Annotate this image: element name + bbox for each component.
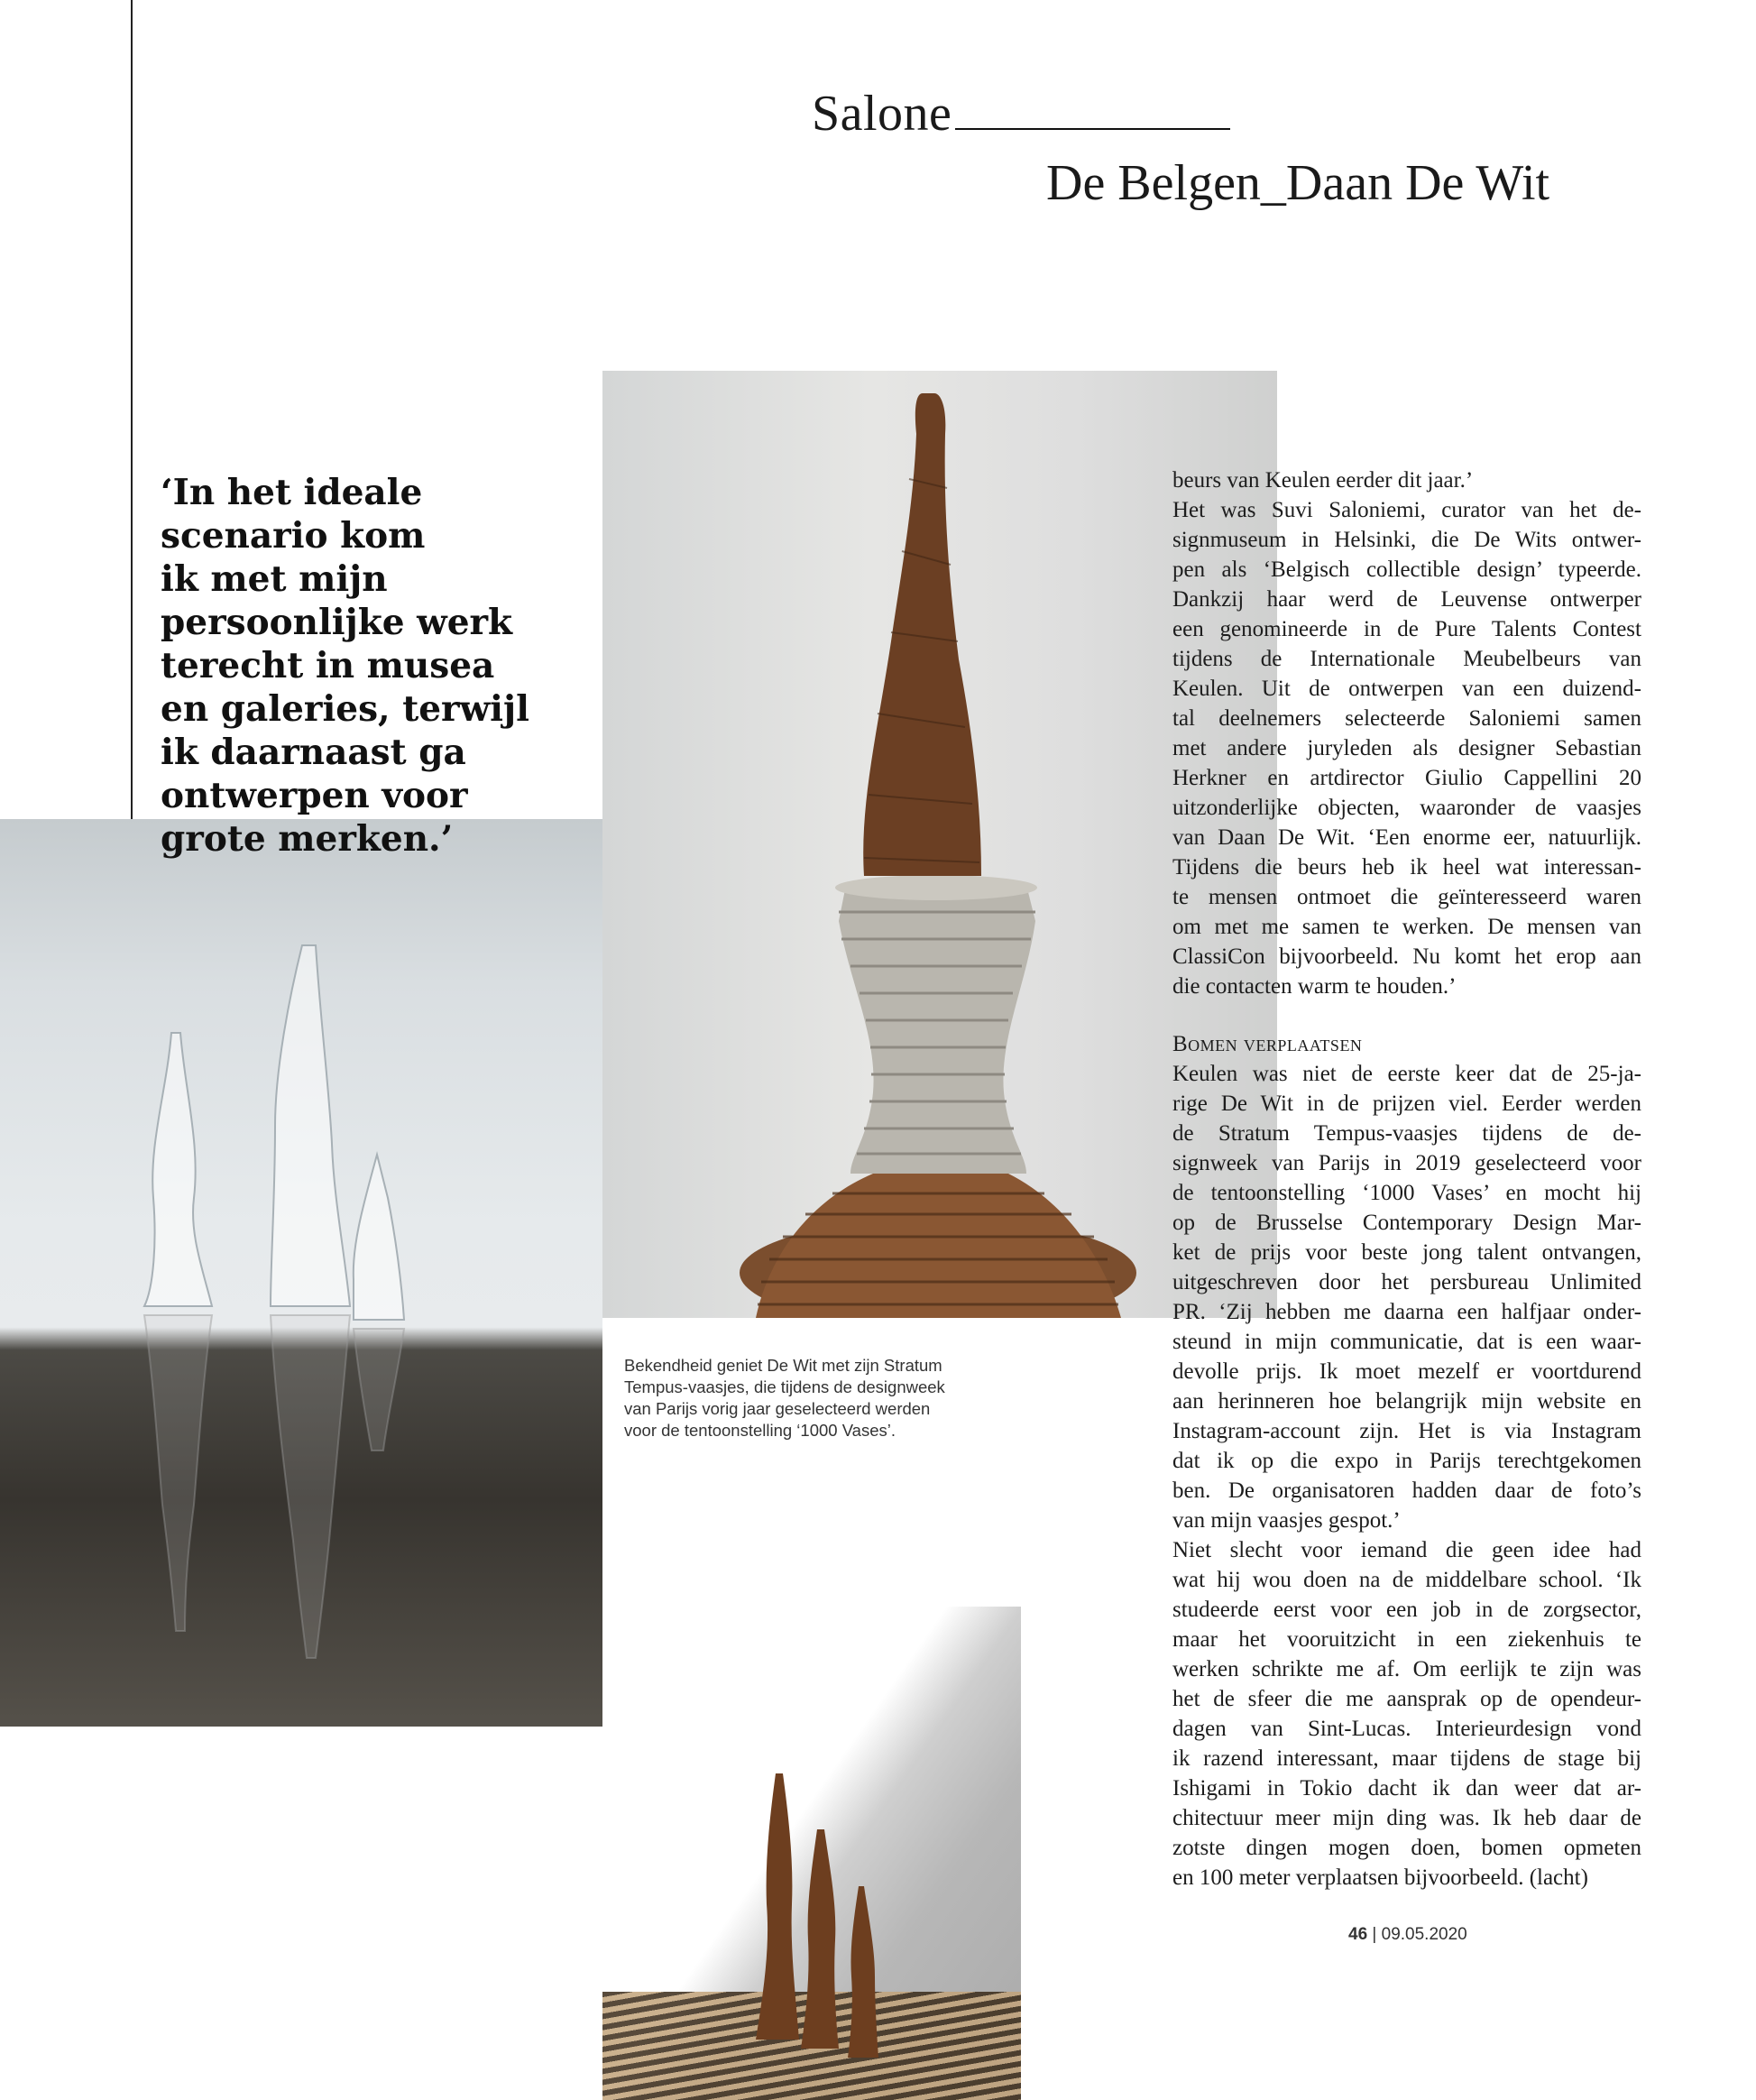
- heading-underline: [955, 88, 1230, 130]
- quote-line: en galeries, terwijl: [161, 688, 529, 730]
- body-line: wat hij wou doen na de middelbare school. ‘Ik: [1172, 1568, 1641, 1592]
- body-column: [1172, 465, 1641, 1893]
- caption-line: voor de tentoonstelling ‘1000 Vases’.: [624, 1421, 896, 1440]
- body-line: zotste dingen mogen doen, bomen opmeten: [1172, 1836, 1641, 1860]
- body-line: pen als ‘Belgisch collectible design’ typeerde.: [1172, 557, 1641, 582]
- caption-line: Tempus-vaasjes, die tijdens de designweek: [624, 1377, 945, 1396]
- body-line: het de sfeer die me aansprak op de opendeur-: [1172, 1687, 1641, 1711]
- body-line: Dankzij haar werd de Leuvense ontwerper: [1172, 587, 1641, 612]
- body-line: de tentoonstelling ‘1000 Vases’ en mocht hij: [1172, 1181, 1641, 1205]
- body-line: die contacten warm te houden.’: [1172, 974, 1457, 999]
- body-line: rige De Wit in de prijzen viel. Eerder werden: [1172, 1091, 1641, 1116]
- body-line: werken schrikte me af. Om eerlijk te zijn was: [1172, 1657, 1641, 1681]
- body-line: signweek van Parijs in 2019 geselecteerd voor: [1172, 1151, 1641, 1175]
- body-line: ket de prijs voor beste jong talent ontvangen,: [1172, 1240, 1641, 1265]
- body-line: uitgeschreven door het persbureau Unlimited: [1172, 1270, 1641, 1294]
- body-line: en 100 meter verplaatsen bijvoorbeeld. (lacht): [1172, 1865, 1588, 1890]
- body-line: Keulen was niet de eerste keer dat de 25-ja-: [1172, 1062, 1641, 1086]
- quote-line: ik met mijn: [161, 558, 388, 600]
- caption-line: van Parijs vorig jaar geselecteerd werden: [624, 1399, 931, 1418]
- body-line: te mensen ontmoet die geïnteresseerd waren: [1172, 885, 1641, 909]
- pull-quote: [161, 471, 566, 861]
- body-line: Keulen. Uit de ontwerpen van een duizend-: [1172, 677, 1641, 701]
- folio-separator: |: [1372, 1925, 1377, 1944]
- issue-date: 09.05.2020: [1381, 1925, 1467, 1944]
- body-line: Herkner en artdirector Giulio Cappellini 20: [1172, 766, 1641, 790]
- article-title: De Belgen_Daan De Wit: [1046, 155, 1550, 211]
- quote-line: persoonlijke werk: [161, 602, 513, 643]
- section-label: Salone: [812, 86, 952, 142]
- body-line: op de Brusselse Contemporary Design Mar-: [1172, 1211, 1641, 1235]
- caption-line: Bekendheid geniet De Wit met zijn Stratum: [624, 1356, 942, 1375]
- subheading: Bomen verplaatsen: [1172, 1032, 1363, 1056]
- body-line: PR. ‘Zij hebben me daarna een halfjaar onder-: [1172, 1300, 1641, 1324]
- body-line: een genomineerde in de Pure Talents Contest: [1172, 617, 1641, 641]
- section-heading: [812, 86, 1230, 142]
- body-line: Ishigami in Tokio dacht ik dan weer dat ar-: [1172, 1776, 1641, 1801]
- body-line: met andere juryleden als designer Sebastian: [1172, 736, 1641, 760]
- body-line: devolle prijs. Ik moet mezelf er voortdurend: [1172, 1359, 1641, 1384]
- body-line: de Stratum Tempus-vaasjes tijdens de de-: [1172, 1121, 1641, 1146]
- body-line: Het was Suvi Saloniemi, curator van het de-: [1172, 498, 1641, 522]
- quote-line: ik daarnaast ga: [161, 732, 466, 773]
- body-line: dat ik op die expo in Parijs terechtgekomen: [1172, 1449, 1641, 1473]
- body-line: Instagram-account zijn. Het is via Instagram: [1172, 1419, 1641, 1443]
- photo-wooden-vases: [602, 1607, 1021, 2100]
- body-line: steund in mijn communicatie, dat is een waar-: [1172, 1330, 1641, 1354]
- photo-caption: [624, 1355, 1039, 1441]
- body-line: dagen van Sint-Lucas. Interieurdesign vond: [1172, 1717, 1641, 1741]
- body-line: ben. De organisatoren hadden daar de foto’s: [1172, 1478, 1641, 1503]
- body-line: van mijn vaasjes gespot.’: [1172, 1508, 1401, 1533]
- body-line: ik razend interessant, maar tijdens de stage bij: [1172, 1746, 1641, 1771]
- body-line: ClassiCon bijvoorbeeld. Nu komt het erop aan: [1172, 944, 1641, 969]
- body-line: tal deelnemers selecteerde Saloniemi samen: [1172, 706, 1641, 731]
- quote-line: terecht in musea: [161, 645, 495, 686]
- body-line: tijdens de Internationale Meubelbeurs van: [1172, 647, 1641, 671]
- body-line: van Daan De Wit. ‘Een enorme eer, natuurlijk.: [1172, 825, 1641, 850]
- body-line: Niet slecht voor iemand die geen idee had: [1172, 1538, 1641, 1562]
- body-line: om met me samen te werken. De mensen van: [1172, 915, 1641, 939]
- body-line: maar het vooruitzicht in een ziekenhuis te: [1172, 1627, 1641, 1652]
- body-line: aan herinneren hoe belangrijk mijn website en: [1172, 1389, 1641, 1414]
- quote-line: ‘In het ideale: [161, 472, 423, 513]
- quote-line: ontwerpen voor: [161, 775, 468, 816]
- quote-line: grote merken.’: [161, 818, 454, 860]
- page-folio: [1348, 1925, 1467, 1945]
- body-line: beurs van Keulen eerder dit jaar.’: [1172, 468, 1474, 493]
- body-line: chitectuur meer mijn ding was. Ik heb daar de: [1172, 1806, 1641, 1830]
- margin-rule: [131, 0, 133, 819]
- body-line: signmuseum in Helsinki, die De Wits ontwer-: [1172, 528, 1641, 552]
- body-line: studeerde eerst voor een job in de zorgsector,: [1172, 1598, 1641, 1622]
- page-number: 46: [1348, 1925, 1368, 1944]
- photo-glass-vases: [0, 819, 602, 1727]
- quote-line: scenario kom: [161, 515, 426, 557]
- body-line: uitzonderlijke objecten, waaronder de vaasjes: [1172, 796, 1641, 820]
- body-line: Tijdens die beurs heb ik heel wat interessan-: [1172, 855, 1641, 880]
